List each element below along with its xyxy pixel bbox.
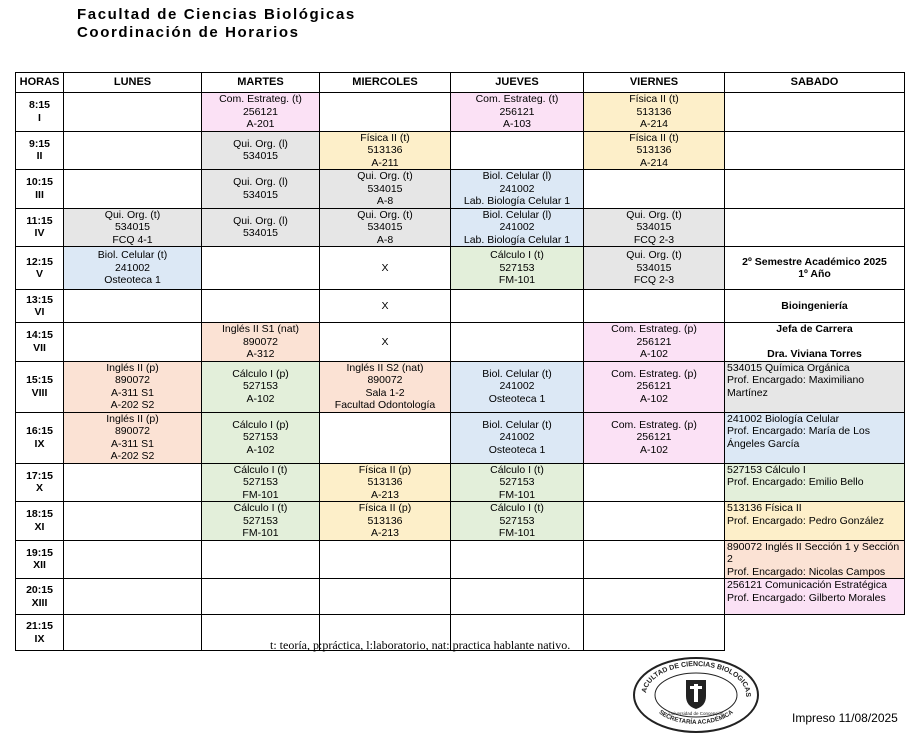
course-cell: [202, 323, 320, 362]
cell-line: Física II (t): [629, 131, 679, 144]
course-cell: [320, 208, 451, 247]
course-cell: [202, 131, 320, 170]
page-title: Facultad de Ciencias Biológicas: [77, 6, 356, 23]
cell-line: FM-101: [498, 274, 536, 287]
course-info-cell: [725, 361, 905, 412]
hour-label: 18:15: [26, 508, 53, 521]
seal-bottom-text: SECRETARÍA ACADÉMICA: [657, 708, 735, 727]
schedule-row: [16, 463, 905, 502]
cell-line: Lab. Biología Celular 1: [463, 233, 571, 246]
hour-cell: [16, 131, 64, 170]
course-cell: [320, 361, 451, 412]
hour-cell: [16, 290, 64, 323]
cell-line: 527153: [499, 261, 535, 274]
cell-line: 1º Año: [798, 268, 831, 280]
course-cell: [584, 361, 725, 412]
hour-cell: [16, 540, 64, 579]
course-info-cell: [725, 412, 905, 463]
page-subtitle: Coordinación de Horarios: [77, 24, 300, 41]
hour-cell: [16, 247, 64, 290]
course-cell: [202, 208, 320, 247]
cell-line: 527153: [499, 514, 535, 527]
empty-cell: [451, 323, 584, 362]
empty-cell: [584, 290, 725, 323]
print-date: Impreso 11/08/2025: [792, 711, 898, 725]
course-cell: [202, 170, 320, 209]
empty-cell: [584, 502, 725, 541]
empty-cell: [64, 131, 202, 170]
cell-line: 513136: [367, 476, 403, 488]
cell-line: 890072: [242, 335, 279, 348]
cell-line: Física II (t): [629, 93, 679, 105]
cell-line: Física II (p): [358, 463, 412, 476]
empty-cell: [320, 412, 451, 463]
cell-line: FM-101: [498, 527, 536, 539]
cell-line: A-311 S1: [111, 386, 154, 399]
program-info-cell: [725, 247, 905, 290]
hour-label: 19:15: [26, 546, 53, 559]
hour-label: 14:15: [26, 329, 53, 342]
cell-line: 513136: [636, 105, 672, 118]
program-info-cell: [725, 323, 905, 362]
cell-line: X: [381, 335, 389, 348]
cell-line: Qui. Org. (t): [626, 208, 682, 221]
hour-label: 10:15: [26, 176, 53, 189]
empty-cell: [725, 208, 905, 247]
cell-line: 256121: [636, 431, 672, 444]
seal-top-text: ACULTAD DE CIENCIAS BIOLOGICAS: [641, 660, 752, 698]
cell-line: 241002: [499, 380, 535, 393]
cell-line: Com. Estrateg. (t): [475, 93, 559, 105]
hour-label: VIII: [31, 386, 48, 399]
hour-cell: [16, 579, 64, 615]
course-cell: [451, 502, 584, 541]
course-cell: [584, 131, 725, 170]
cell-line: Dra. Viviana Torres: [767, 347, 862, 360]
empty-cell: [725, 170, 905, 209]
cell-line: 890072 Inglés II Sección 1 y Sección 2: [727, 540, 900, 565]
cell-line: 890072: [114, 425, 151, 437]
hour-label: 15:15: [26, 374, 53, 386]
cell-line: FCQ 4-1: [112, 233, 153, 246]
schedule-row: [16, 361, 905, 412]
empty-cell: [320, 93, 451, 132]
empty-cell: [64, 579, 202, 615]
cell-line: Inglés II S1 (nat): [221, 323, 300, 335]
cell-line: 241002: [499, 182, 535, 195]
cell-line: Osteoteca 1: [488, 443, 546, 456]
cell-line: A-214: [639, 118, 669, 130]
empty-cell: [64, 323, 202, 362]
column-header-sabado: SABADO: [725, 73, 905, 93]
hour-cell: [16, 412, 64, 463]
cell-line: 534015: [367, 221, 403, 233]
cell-line: 256121 Comunicación Estratégica: [727, 579, 887, 591]
cell-line: A-8: [376, 233, 394, 246]
schedule-row: [16, 131, 905, 170]
empty-cell: [584, 615, 725, 651]
hour-label: 8:15: [28, 99, 50, 112]
hour-label: X: [35, 482, 43, 495]
course-cell: [202, 361, 320, 412]
course-info-cell: [725, 463, 905, 502]
cell-line: 256121: [499, 105, 535, 118]
hour-label: III: [35, 188, 44, 201]
hour-label: IV: [34, 227, 45, 240]
cell-line: 534015 Química Orgánica: [727, 361, 850, 374]
course-cell: [451, 247, 584, 290]
cell-line: FCQ 2-3: [633, 274, 675, 287]
course-cell: [451, 412, 584, 463]
course-cell: [320, 290, 451, 323]
cell-line: A-102: [639, 392, 669, 405]
cell-line: Prof. Encargado: Emilio Bello: [727, 476, 864, 488]
cell-line: 534015: [114, 221, 151, 233]
cell-line: Com. Estrateg. (t): [219, 93, 302, 105]
course-cell: [320, 131, 451, 170]
course-cell: [64, 208, 202, 247]
course-cell: [584, 323, 725, 362]
hour-label: I: [38, 111, 41, 124]
cell-line: 241002: [499, 221, 535, 233]
schedule-row: [16, 247, 905, 290]
course-cell: [202, 412, 320, 463]
cell-line: 527153: [242, 431, 279, 444]
cell-line: Qui. Org. (l): [233, 214, 288, 227]
seal-stamp: [632, 656, 760, 734]
empty-cell: [725, 131, 905, 170]
schedule-row: [16, 540, 905, 579]
cell-line: 241002: [114, 261, 151, 274]
hour-label: 9:15: [28, 137, 50, 150]
empty-cell: [202, 540, 320, 579]
empty-cell: [64, 170, 202, 209]
schedule-row: [16, 323, 905, 362]
cell-line: 527153: [242, 476, 279, 488]
cell-line: Osteoteca 1: [488, 392, 546, 405]
course-cell: [451, 170, 584, 209]
course-cell: [584, 412, 725, 463]
cell-line: Qui. Org. (l): [233, 137, 288, 150]
cell-line: 527153 Cálculo I: [727, 463, 806, 476]
cell-line: A-102: [246, 443, 275, 456]
cell-line: 241002: [499, 431, 535, 444]
course-cell: [451, 208, 584, 247]
hour-label: IX: [34, 437, 45, 450]
empty-cell: [584, 540, 725, 579]
cell-line: FM-101: [242, 527, 279, 539]
cell-line: A-201: [246, 118, 275, 130]
cell-line: Cálculo I (p): [232, 367, 289, 380]
cell-line: 527153: [242, 380, 279, 393]
course-cell: [451, 463, 584, 502]
course-cell: [64, 361, 202, 412]
column-header-horas: HORAS: [16, 73, 64, 93]
cell-line: A-312: [246, 348, 275, 360]
cell-line: A-8: [376, 195, 394, 207]
cell-line: A-213: [370, 488, 400, 501]
cell-line: X: [381, 299, 389, 312]
hour-label: IX: [34, 632, 45, 645]
cell-line: 2º Semestre Académico 2025: [742, 255, 887, 268]
cell-line: A-211: [371, 156, 399, 169]
course-cell: [451, 361, 584, 412]
hour-label: II: [36, 150, 43, 163]
cell-line: Inglés II S2 (nat): [346, 361, 424, 374]
cell-line: Qui. Org. (t): [357, 208, 413, 221]
cell-line: 256121: [242, 105, 279, 118]
column-header-martes: MARTES: [202, 73, 320, 93]
cell-line: Inglés II (p): [106, 412, 159, 425]
seal-university-text: Universidad de Concepción: [668, 711, 724, 716]
course-cell: [320, 170, 451, 209]
cell-line: Biol. Celular (l): [482, 170, 552, 182]
empty-cell: [202, 247, 320, 290]
cell-line: Inglés II (p): [106, 361, 159, 374]
cell-line: A-214: [639, 156, 669, 169]
hour-label: 13:15: [26, 293, 53, 306]
course-cell: [451, 93, 584, 132]
course-info-cell: [725, 540, 905, 579]
hour-cell: [16, 93, 64, 132]
empty-cell: [320, 579, 451, 615]
cell-line: Cálculo I (t): [490, 249, 544, 262]
cell-line: Osteoteca 1: [104, 274, 161, 287]
cell-line: 534015: [242, 227, 279, 240]
cell-line: Biol. Celular (l): [482, 208, 552, 221]
cell-line: A-311 S1: [111, 437, 154, 450]
program-info-cell: [725, 290, 905, 323]
cell-line: Prof. Encargado: Pedro González: [727, 514, 885, 527]
cell-line: 256121: [636, 380, 672, 393]
cell-line: Qui. Org. (t): [104, 208, 161, 221]
cell-line: 527153: [242, 514, 279, 527]
course-cell: [320, 463, 451, 502]
hour-label: 20:15: [26, 584, 53, 596]
empty-cell: [451, 290, 584, 323]
empty-cell: [64, 540, 202, 579]
course-info-cell: [725, 579, 905, 615]
cell-line: FM-101: [498, 488, 536, 501]
empty-cell: [725, 93, 905, 132]
course-cell: [320, 323, 451, 362]
cell-line: Cálculo I (t): [490, 463, 544, 476]
cell-line: FM-101: [242, 488, 279, 501]
cell-line: A-102: [246, 392, 275, 405]
cell-line: A-202 S2: [110, 399, 155, 411]
hour-cell: [16, 463, 64, 502]
empty-cell: [725, 615, 905, 651]
cell-line: Cálculo I (t): [233, 502, 288, 514]
hour-cell: [16, 208, 64, 247]
cell-line: Com. Estrateg. (p): [611, 418, 697, 431]
cell-line: A-102: [639, 348, 669, 360]
empty-cell: [64, 93, 202, 132]
cell-line: Cálculo I (p): [232, 418, 289, 431]
schedule-row: [16, 412, 905, 463]
hour-label: 11:15: [26, 214, 53, 227]
empty-cell: [320, 540, 451, 579]
cell-line: Prof. Encargado: Maximiliano Martínez: [727, 374, 865, 399]
column-header-lunes: LUNES: [64, 73, 202, 93]
cell-line: Jefa de Carrera: [776, 323, 853, 336]
empty-cell: [451, 540, 584, 579]
cell-line: A-103: [502, 118, 532, 130]
hour-cell: [16, 170, 64, 209]
empty-cell: [64, 290, 202, 323]
cell-line: Com. Estrateg. (p): [611, 367, 697, 380]
cell-line: Prof. Encargado: María de Los Ángeles García: [727, 425, 870, 450]
empty-cell: [64, 502, 202, 541]
legend: t: teoría, p:práctica, l:laboratorio, nat: practica hablante nativo.: [270, 638, 571, 652]
hour-label: V: [35, 268, 43, 280]
cell-line: Sala 1-2: [365, 386, 405, 399]
cell-line: Qui. Org. (l): [233, 176, 288, 189]
empty-cell: [584, 170, 725, 209]
shield-icon: [686, 680, 706, 709]
column-header-jueves: JUEVES: [451, 73, 584, 93]
cell-line: Cálculo I (t): [490, 502, 544, 514]
cell-line: 534015: [367, 182, 403, 195]
cell-line: X: [381, 261, 389, 274]
course-cell: [584, 208, 725, 247]
schedule-row: [16, 579, 905, 615]
cell-line: 241002 Biología Celular: [727, 412, 840, 425]
cell-line: 513136 Física II: [727, 502, 802, 514]
course-cell: [202, 502, 320, 541]
cell-line: Bioingeniería: [781, 299, 848, 312]
course-cell: [584, 93, 725, 132]
empty-cell: [202, 290, 320, 323]
hour-cell: [16, 361, 64, 412]
cell-line: 534015: [636, 261, 672, 274]
cell-line: 534015: [242, 188, 279, 201]
hour-label: XI: [34, 520, 45, 533]
header-row: [16, 73, 905, 93]
course-cell: [202, 93, 320, 132]
cell-line: FCQ 2-3: [633, 233, 675, 246]
hour-label: 16:15: [26, 425, 53, 437]
hour-label: 21:15: [26, 620, 53, 632]
cell-line: Física II (t): [360, 131, 410, 144]
empty-cell: [64, 463, 202, 502]
empty-cell: [64, 615, 202, 651]
course-cell: [64, 247, 202, 290]
empty-cell: [584, 579, 725, 615]
column-header-miercoles: MIERCOLES: [320, 73, 451, 93]
hour-cell: [16, 615, 64, 651]
cell-line: 527153: [499, 476, 535, 488]
cell-line: Facultad Odontología: [334, 399, 436, 411]
schedule-table: [15, 72, 905, 651]
cell-line: Prof. Encargado: Nicolas Campos: [727, 565, 886, 578]
empty-cell: [451, 131, 584, 170]
schedule-row: [16, 290, 905, 323]
hour-label: VII: [33, 341, 46, 354]
cell-line: 513136: [367, 144, 403, 156]
cell-line: Com. Estrateg. (p): [611, 323, 697, 335]
cell-line: 534015: [636, 221, 672, 233]
cell-line: Cálculo I (t): [233, 463, 288, 476]
cell-line: 256121: [636, 335, 672, 348]
cell-line: 890072: [367, 374, 403, 386]
cell-line: Física II (p): [358, 502, 412, 514]
cell-line: 513136: [367, 514, 403, 527]
cell-line: A-202 S2: [110, 450, 155, 462]
cell-line: Biol. Celular (t): [97, 249, 168, 262]
schedule-row: [16, 502, 905, 541]
hour-cell: [16, 323, 64, 362]
course-cell: [202, 463, 320, 502]
hour-label: XII: [33, 559, 46, 572]
empty-cell: [451, 579, 584, 615]
hour-label: XIII: [31, 596, 48, 609]
course-cell: [320, 502, 451, 541]
cell-line: Biol. Celular (t): [482, 367, 552, 380]
cell-line: Qui. Org. (t): [357, 170, 413, 182]
schedule-row: [16, 170, 905, 209]
cell-line: 534015: [242, 150, 279, 163]
cell-line: 890072: [114, 374, 151, 386]
hour-label: 17:15: [26, 469, 53, 482]
course-info-cell: [725, 502, 905, 541]
hour-cell: [16, 502, 64, 541]
course-cell: [320, 247, 451, 290]
course-cell: [584, 247, 725, 290]
course-cell: [64, 412, 202, 463]
cell-line: Qui. Org. (t): [626, 249, 682, 262]
cell-line: Biol. Celular (t): [482, 418, 552, 431]
hour-label: VI: [34, 306, 45, 318]
empty-cell: [584, 463, 725, 502]
column-header-viernes: VIERNES: [584, 73, 725, 93]
empty-cell: [202, 579, 320, 615]
cell-line: 513136: [636, 144, 672, 156]
hour-label: 12:15: [26, 255, 53, 268]
cell-line: Prof. Encargado: Gilberto Morales: [727, 591, 886, 604]
cell-line: A-213: [370, 527, 400, 539]
cell-line: Lab. Biología Celular 1: [463, 195, 571, 207]
cell-line: A-102: [639, 443, 669, 456]
schedule-row: [16, 208, 905, 247]
schedule-row: [16, 93, 905, 132]
